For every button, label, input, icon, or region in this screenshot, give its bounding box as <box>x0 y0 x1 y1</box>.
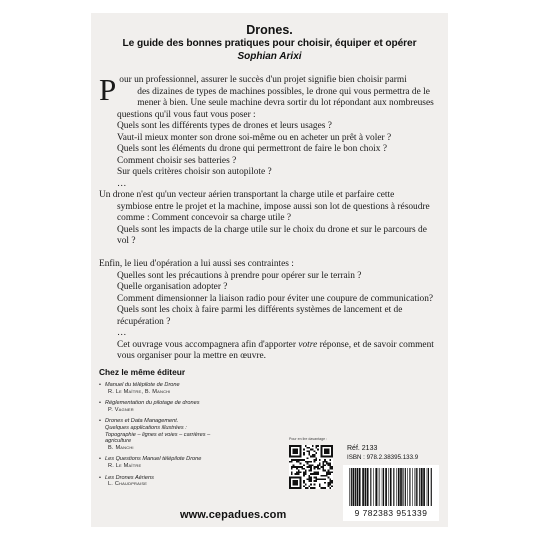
blurb-line: des dizaines de types de machines possibles, le drone qui vous permettra de le <box>137 86 430 97</box>
same-publisher-item-author: R. Le Maître, B. Manchi <box>108 388 171 395</box>
book-back-cover <box>91 13 448 527</box>
same-publisher-item-author: R. Le Maître <box>108 462 142 469</box>
book-title: Drones. <box>246 23 293 37</box>
blurb-line: vol ? <box>117 236 136 246</box>
blurb-line: Quels sont les impacts de la charge utile sur le choix du drone et sur le parcours de <box>117 224 427 235</box>
blurb-closing-line: vous organiser pour la mettre en œuvre. <box>117 351 267 361</box>
qr-code-icon <box>289 445 333 489</box>
same-publisher-item-author: B. Manchi <box>108 444 134 451</box>
blurb-line: Enfin, le lieu d'opération a lui aussi ses contraintes : <box>99 259 294 269</box>
blurb-line: Quelles sont les précautions à prendre pour opérer sur le terrain ? <box>117 270 362 281</box>
blurb-line: Sur quels critères choisir son autopilote ? <box>117 167 272 177</box>
blurb-line: Un drone n'est qu'un vecteur aérien transportant la charge utile et parfaire cette <box>99 190 395 200</box>
book-author: Sophian Arixi <box>237 51 302 62</box>
same-publisher-item-detail: Topographie – lignes et voies – carrières – <box>105 431 211 438</box>
blurb-line: Quelle organisation adopter ? <box>117 282 228 292</box>
same-publisher-item-detail: Quelques applications illustrées : <box>105 424 187 431</box>
same-publisher-item-author: L. Chaudpraise <box>108 481 148 488</box>
blurb-line <box>99 248 440 260</box>
blurb-line: Quels sont les éléments du drone qui permettront de faire le bon choix ? <box>117 144 387 154</box>
closing-text-start: Cet ouvrage vous accompagnera afin d'apporter <box>117 339 299 350</box>
blurb-lines <box>99 72 440 340</box>
blurb-line: récupération ? <box>117 316 171 327</box>
barcode <box>343 465 439 518</box>
blurb-line: Vaut-il mieux monter son drone soi-même ou en acheter un prêt à voler ? <box>117 132 392 143</box>
same-publisher-item-title: • Drones et Data Management. <box>105 418 179 425</box>
blurb-line: Quels sont les différents types de drones et leurs usages ? <box>117 121 332 131</box>
blurb-line: Comment dimensionner la liaison radio pour éviter une coupure de communication? <box>117 293 434 304</box>
back-cover-blurb <box>99 72 440 363</box>
isbn-number: ISBN : 978.2.38395.133.9 <box>347 454 419 461</box>
closing-text-end: réponse, et de savoir comment <box>317 339 434 350</box>
same-publisher-item <box>99 456 289 469</box>
same-publisher-item <box>99 418 289 451</box>
blurb-line: Quels sont les choix à faire parmi les différents systèmes de lancement et de <box>117 305 403 315</box>
same-publisher-item-author: P. Vagner <box>108 406 134 413</box>
book-subtitle: Le guide des bonnes pratiques pour choisir, équiper et opérer <box>122 38 417 49</box>
blurb-closing-line <box>99 340 440 352</box>
same-publisher-item <box>99 400 289 413</box>
blurb-line: … <box>117 178 127 189</box>
blurb-line: comme : Comment concevoir sa charge utile ? <box>117 213 291 223</box>
same-publisher-section <box>99 367 289 493</box>
same-publisher-item-title: • Manuel du télépilote de Drone <box>105 382 180 388</box>
blurb-line: questions qu'il vous faut vous poser : <box>117 109 256 120</box>
barcode-bars-icon <box>343 465 439 509</box>
closing-text-emphasis: votre <box>298 339 318 350</box>
blurb-line: our un professionnel, assurer le succès d'un projet signifie bien choisir parmi <box>119 75 407 85</box>
blurb-line: Comment choisir ses batteries ? <box>117 155 237 166</box>
same-publisher-list <box>99 382 289 488</box>
qr-code-label: Pour en lire davantage : <box>289 437 328 441</box>
blurb-line: symbiose entre le projet et la machine, impose aussi son lot de questions à résoudre <box>117 201 430 212</box>
reference-number: Réf. 2133 <box>347 445 378 452</box>
publisher-website: www.cepadues.com <box>180 509 287 521</box>
same-publisher-heading: Chez le même éditeur <box>99 367 186 377</box>
same-publisher-item-detail: agriculture <box>105 438 132 445</box>
same-publisher-item-title: • Les Questions Manuel télépilote Drone <box>105 456 202 463</box>
blurb-line: mener à bien. Une seule machine devra sortir du lot répondant aux nombreuses <box>137 98 434 108</box>
drop-cap-letter: P <box>99 72 117 107</box>
same-publisher-item <box>99 382 289 395</box>
same-publisher-item-title: • Les Drones Aériens <box>105 474 154 481</box>
same-publisher-item <box>99 475 289 488</box>
barcode-digits: 9 782383 951339 <box>354 508 428 518</box>
blurb-line: … <box>117 328 127 338</box>
same-publisher-item-title: • Réglementation du pilotage de drones <box>105 400 200 407</box>
